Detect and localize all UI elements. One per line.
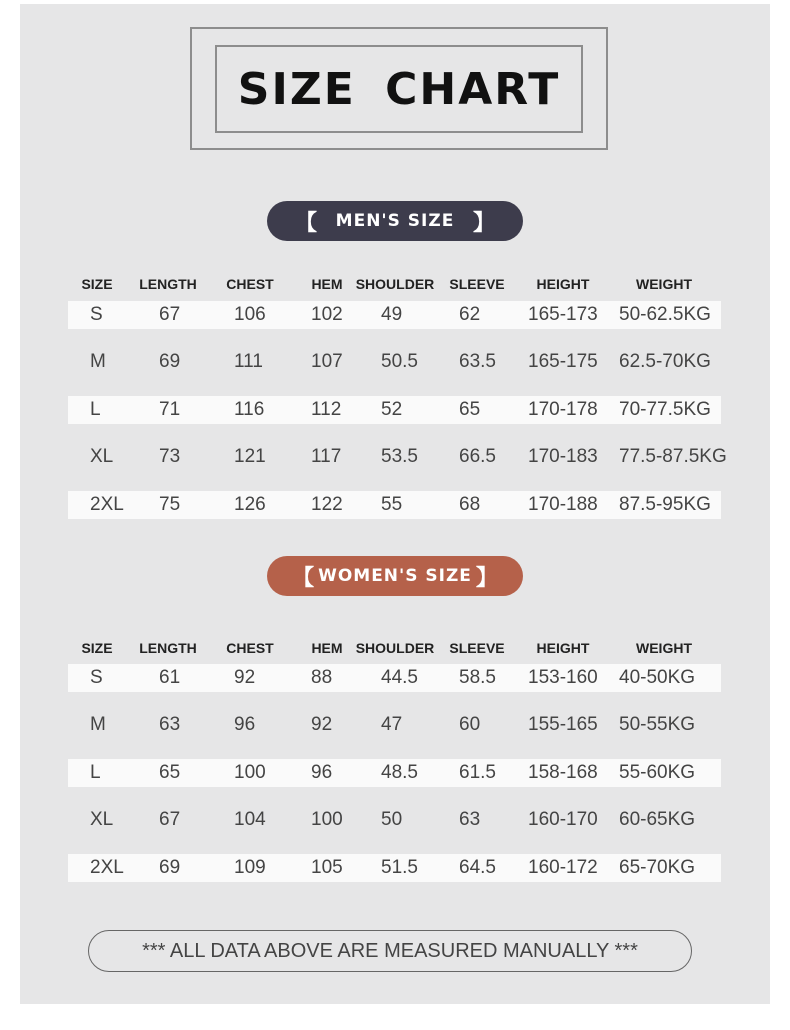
column-header-height: HEIGHT	[536, 276, 590, 292]
table-row	[68, 759, 721, 787]
column-header-shoulder: SHOULDER	[355, 640, 435, 656]
womens-size-badge	[267, 556, 523, 596]
cell-length: 75	[159, 494, 181, 515]
cell-chest: 106	[234, 304, 266, 325]
cell-chest: 109	[234, 857, 266, 878]
cell-shoulder: 51.5	[381, 857, 418, 878]
cell-shoulder: 49	[381, 304, 403, 325]
cell-size: 2XL	[90, 494, 124, 515]
cell-weight: 60-65KG	[619, 809, 696, 830]
cell-length: 61	[159, 667, 181, 688]
cell-height: 155-165	[528, 714, 598, 735]
column-header-sleeve: SLEEVE	[449, 640, 505, 656]
column-header-weight: WEIGHT	[636, 640, 692, 656]
mens-size-label: MEN'S SIZE	[335, 211, 455, 231]
table-row	[68, 348, 721, 376]
cell-sleeve: 63.5	[459, 351, 496, 372]
table-row	[68, 491, 721, 519]
cell-shoulder: 55	[381, 494, 403, 515]
column-header-chest: CHEST	[226, 276, 274, 292]
cell-sleeve: 64.5	[459, 857, 496, 878]
cell-weight: 77.5-87.5KG	[619, 446, 727, 467]
cell-hem: 96	[311, 762, 333, 783]
womens-bracket-left: 【	[292, 565, 315, 591]
cell-chest: 104	[234, 809, 266, 830]
title-frame-inner	[215, 45, 583, 133]
cell-chest: 111	[234, 351, 263, 372]
mens-bracket-right: 】	[472, 210, 495, 236]
column-header-size: SIZE	[81, 276, 113, 292]
column-header-length: LENGTH	[139, 640, 197, 656]
column-header-chest: CHEST	[226, 640, 274, 656]
cell-hem: 88	[311, 667, 333, 688]
cell-weight: 70-77.5KG	[619, 399, 711, 420]
cell-weight: 87.5-95KG	[619, 494, 711, 515]
cell-length: 67	[159, 304, 181, 325]
cell-weight: 50-62.5KG	[619, 304, 711, 325]
measurement-note: *** ALL DATA ABOVE ARE MEASURED MANUALLY ***	[88, 930, 692, 972]
cell-length: 69	[159, 857, 181, 878]
column-header-hem: HEM	[311, 276, 343, 292]
cell-sleeve: 61.5	[459, 762, 496, 783]
cell-shoulder: 53.5	[381, 446, 418, 467]
cell-shoulder: 52	[381, 399, 403, 420]
cell-weight: 50-55KG	[619, 714, 696, 735]
cell-weight: 55-60KG	[619, 762, 696, 783]
table-row	[68, 806, 721, 834]
table-row	[68, 301, 721, 329]
column-header-hem: HEM	[311, 640, 343, 656]
cell-height: 165-175	[528, 351, 598, 372]
cell-size: XL	[90, 809, 114, 830]
mens-bracket-left: 【	[295, 210, 318, 236]
cell-shoulder: 48.5	[381, 762, 418, 783]
cell-weight: 40-50KG	[619, 667, 696, 688]
column-header-shoulder: SHOULDER	[355, 276, 435, 292]
cell-hem: 117	[311, 446, 342, 467]
womens-size-label: WOMEN'S SIZE	[318, 566, 472, 586]
cell-height: 158-168	[528, 762, 598, 783]
cell-height: 153-160	[528, 667, 598, 688]
cell-chest: 126	[234, 494, 266, 515]
column-header-length: LENGTH	[139, 276, 197, 292]
cell-hem: 100	[311, 809, 343, 830]
cell-weight: 62.5-70KG	[619, 351, 711, 372]
cell-height: 160-172	[528, 857, 598, 878]
cell-shoulder: 50.5	[381, 351, 418, 372]
table-row	[68, 664, 721, 692]
cell-weight: 65-70KG	[619, 857, 696, 878]
cell-length: 67	[159, 809, 181, 830]
cell-hem: 122	[311, 494, 343, 515]
cell-shoulder: 44.5	[381, 667, 418, 688]
womens-bracket-right: 】	[475, 565, 498, 591]
cell-chest: 96	[234, 714, 256, 735]
mens-size-badge	[267, 201, 523, 241]
cell-size: M	[90, 714, 106, 735]
table-row	[68, 443, 727, 471]
cell-sleeve: 58.5	[459, 667, 496, 688]
column-header-height: HEIGHT	[536, 640, 590, 656]
table-row	[68, 396, 721, 424]
cell-height: 160-170	[528, 809, 598, 830]
cell-length: 63	[159, 714, 181, 735]
cell-size: S	[90, 667, 103, 688]
cell-sleeve: 62	[459, 304, 481, 325]
cell-height: 165-173	[528, 304, 598, 325]
page-title: SIZE CHART	[237, 63, 561, 115]
cell-shoulder: 47	[381, 714, 403, 735]
cell-size: S	[90, 304, 103, 325]
cell-size: 2XL	[90, 857, 124, 878]
cell-height: 170-178	[528, 399, 598, 420]
cell-hem: 102	[311, 304, 343, 325]
cell-chest: 116	[234, 399, 265, 420]
table-header	[0, 276, 790, 300]
cell-sleeve: 68	[459, 494, 481, 515]
cell-sleeve: 60	[459, 714, 481, 735]
cell-length: 73	[159, 446, 181, 467]
cell-sleeve: 65	[459, 399, 481, 420]
table-header	[0, 640, 790, 664]
cell-chest: 100	[234, 762, 266, 783]
cell-chest: 92	[234, 667, 256, 688]
cell-length: 71	[159, 399, 181, 420]
cell-size: L	[90, 762, 101, 783]
column-header-sleeve: SLEEVE	[449, 276, 505, 292]
cell-hem: 112	[311, 399, 342, 420]
cell-sleeve: 63	[459, 809, 481, 830]
cell-size: M	[90, 351, 106, 372]
cell-height: 170-188	[528, 494, 598, 515]
cell-length: 69	[159, 351, 181, 372]
column-header-size: SIZE	[81, 640, 113, 656]
cell-chest: 121	[234, 446, 266, 467]
cell-hem: 92	[311, 714, 333, 735]
cell-length: 65	[159, 762, 181, 783]
column-header-weight: WEIGHT	[636, 276, 692, 292]
table-row	[68, 854, 721, 882]
cell-hem: 105	[311, 857, 343, 878]
cell-shoulder: 50	[381, 809, 403, 830]
cell-size: XL	[90, 446, 114, 467]
cell-size: L	[90, 399, 101, 420]
cell-hem: 107	[311, 351, 343, 372]
cell-height: 170-183	[528, 446, 598, 467]
cell-sleeve: 66.5	[459, 446, 496, 467]
table-row	[68, 711, 721, 739]
